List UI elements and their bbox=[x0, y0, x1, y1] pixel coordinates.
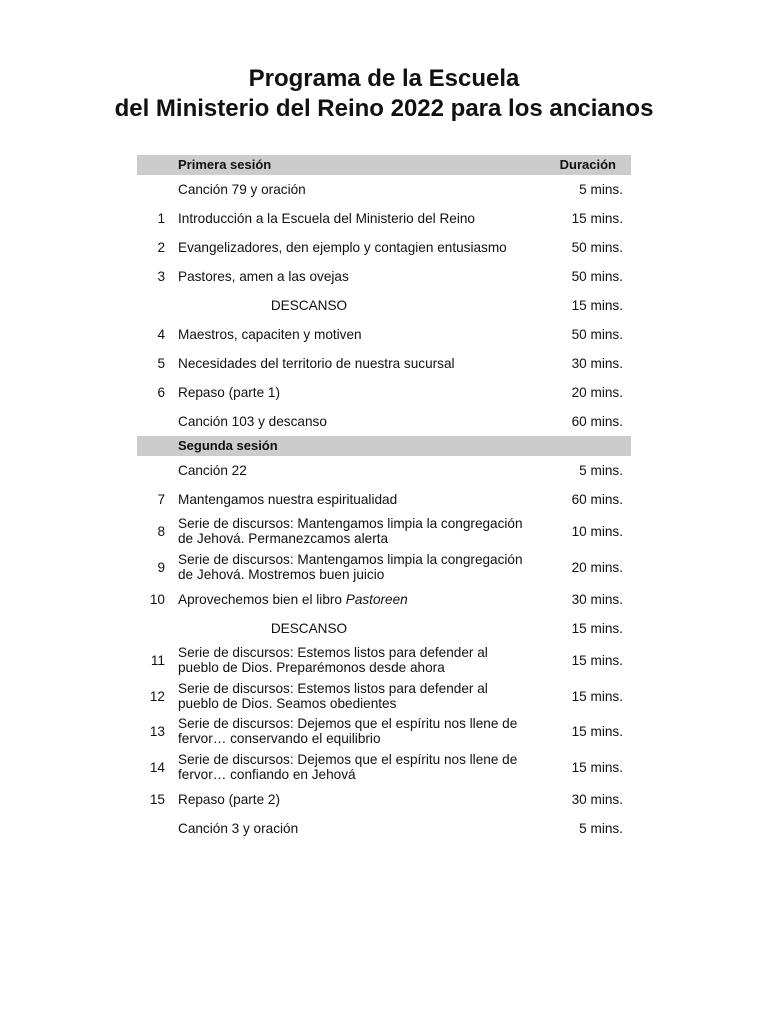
item-number: 2 bbox=[157, 240, 165, 255]
item-duration: 30 mins. bbox=[571, 792, 623, 807]
item-title: Introducción a la Escuela del Ministerio del Reino bbox=[178, 211, 475, 226]
item-number: 11 bbox=[150, 653, 165, 668]
item-title-line-2: pueblo de Dios. Seamos obedientes bbox=[178, 695, 397, 711]
item-number: 4 bbox=[157, 327, 165, 342]
item-title-line-1: Serie de discursos: Mantengamos limpia la congregación bbox=[178, 551, 523, 567]
item-number: 10 bbox=[149, 592, 165, 607]
item-title bbox=[178, 552, 548, 582]
item-number: 8 bbox=[157, 524, 165, 539]
break-label: DESCANSO bbox=[270, 298, 348, 313]
item-number: 7 bbox=[157, 492, 165, 507]
item-title-text: Aprovechemos bien el libro bbox=[178, 592, 346, 607]
item-number: 12 bbox=[149, 688, 165, 704]
item-title-line-1: Serie de discursos: Estemos listos para defender al bbox=[178, 680, 488, 696]
item-duration: 15 mins. bbox=[571, 653, 623, 668]
schedule-row bbox=[137, 407, 631, 436]
item-duration: 5 mins. bbox=[579, 821, 623, 836]
item-title bbox=[178, 681, 548, 711]
item-number: 1 bbox=[157, 211, 165, 226]
item-title: Repaso (parte 2) bbox=[178, 792, 281, 807]
item-title-line-2: de Jehová. Mostremos buen juicio bbox=[178, 566, 385, 582]
item-title: Maestros, capaciten y motiven bbox=[178, 327, 362, 342]
schedule-row bbox=[137, 485, 631, 514]
item-number: 6 bbox=[157, 385, 165, 400]
schedule-row bbox=[137, 550, 631, 586]
item-title-line-2: de Jehová. Permanezcamos alerta bbox=[178, 531, 389, 546]
first-session-header bbox=[137, 155, 631, 175]
item-number: 3 bbox=[157, 269, 165, 284]
break-row bbox=[137, 614, 631, 643]
schedule-row bbox=[137, 378, 631, 407]
second-session-title: Segunda sesión bbox=[178, 438, 278, 453]
item-title: Canción 79 y oración bbox=[178, 182, 306, 197]
item-title-line-2: fervor… confiando en Jehová bbox=[178, 766, 356, 782]
schedule-row bbox=[137, 643, 631, 679]
schedule-row bbox=[137, 262, 631, 291]
item-duration: 15 mins. bbox=[571, 688, 623, 704]
schedule-row bbox=[137, 714, 631, 750]
item-number: 9 bbox=[157, 559, 165, 575]
item-number: 13 bbox=[149, 724, 165, 739]
item-title-line-1: Serie de discursos: Estemos listos para defender al bbox=[178, 645, 488, 660]
schedule-row bbox=[137, 349, 631, 378]
item-title: Canción 103 y descanso bbox=[178, 414, 327, 429]
item-duration: 50 mins. bbox=[571, 327, 623, 342]
item-title: Necesidades del territorio de nuestra sucursal bbox=[178, 356, 455, 371]
item-title: Repaso (parte 1) bbox=[178, 385, 281, 400]
item-duration: 5 mins. bbox=[579, 182, 623, 197]
item-duration: 60 mins. bbox=[571, 492, 623, 507]
schedule-row bbox=[137, 204, 631, 233]
document-title bbox=[0, 64, 768, 124]
item-number: 14 bbox=[149, 759, 165, 775]
title-line-2: del Ministerio del Reino 2022 para los ancianos bbox=[114, 95, 654, 122]
schedule-row bbox=[137, 785, 631, 814]
schedule-row bbox=[137, 814, 631, 843]
duration-column-header: Duración bbox=[559, 157, 616, 172]
item-duration: 15 mins. bbox=[571, 724, 623, 739]
item-duration: 50 mins. bbox=[571, 269, 623, 284]
schedule-table bbox=[137, 155, 631, 843]
break-label: DESCANSO bbox=[270, 621, 348, 636]
schedule-row bbox=[137, 679, 631, 715]
schedule-row bbox=[137, 750, 631, 786]
item-duration: 15 mins. bbox=[571, 621, 623, 636]
item-title-line-1: Serie de discursos: Dejemos que el espíritu nos llene de bbox=[178, 751, 518, 767]
item-title-line-2: fervor… conservando el equilibrio bbox=[178, 731, 381, 746]
item-title: Canción 3 y oración bbox=[178, 821, 299, 836]
item-title: Evangelizadores, den ejemplo y contagien entusiasmo bbox=[178, 240, 507, 255]
item-title-line-1: Serie de discursos: Dejemos que el espíritu nos llene de bbox=[178, 716, 518, 731]
item-title: Pastores, amen a las ovejas bbox=[178, 269, 349, 284]
item-title bbox=[178, 716, 548, 746]
break-row bbox=[137, 291, 631, 320]
item-title: Canción 22 bbox=[178, 463, 247, 478]
item-number: 15 bbox=[149, 792, 165, 807]
item-title: Mantengamos nuestra espiritualidad bbox=[178, 492, 398, 507]
item-duration: 20 mins. bbox=[571, 385, 623, 400]
item-duration: 10 mins. bbox=[571, 524, 623, 539]
second-session-header bbox=[137, 436, 631, 456]
item-duration: 15 mins. bbox=[571, 759, 623, 775]
item-title bbox=[178, 752, 548, 782]
item-title bbox=[178, 516, 548, 546]
title-line-1: Programa de la Escuela bbox=[248, 65, 520, 92]
item-duration: 30 mins. bbox=[571, 356, 623, 371]
item-duration: 15 mins. bbox=[571, 211, 623, 226]
item-title bbox=[178, 645, 548, 675]
item-duration: 15 mins. bbox=[571, 298, 623, 313]
first-session-title: Primera sesión bbox=[178, 157, 272, 172]
item-title-book: Pastoreen bbox=[345, 592, 408, 607]
schedule-row bbox=[137, 320, 631, 349]
item-duration: 5 mins. bbox=[579, 463, 623, 478]
schedule-row bbox=[137, 514, 631, 550]
item-title bbox=[178, 592, 548, 607]
item-duration: 30 mins. bbox=[571, 592, 623, 607]
item-duration: 20 mins. bbox=[571, 559, 623, 575]
schedule-row bbox=[137, 456, 631, 485]
item-duration: 60 mins. bbox=[571, 414, 623, 429]
item-duration: 50 mins. bbox=[571, 240, 623, 255]
schedule-row bbox=[137, 585, 631, 614]
item-title-line-2: pueblo de Dios. Preparémonos desde ahora bbox=[178, 660, 445, 675]
schedule-row bbox=[137, 233, 631, 262]
item-number: 5 bbox=[157, 356, 165, 371]
schedule-row bbox=[137, 175, 631, 204]
item-title-line-1: Serie de discursos: Mantengamos limpia la congregación bbox=[178, 516, 523, 531]
